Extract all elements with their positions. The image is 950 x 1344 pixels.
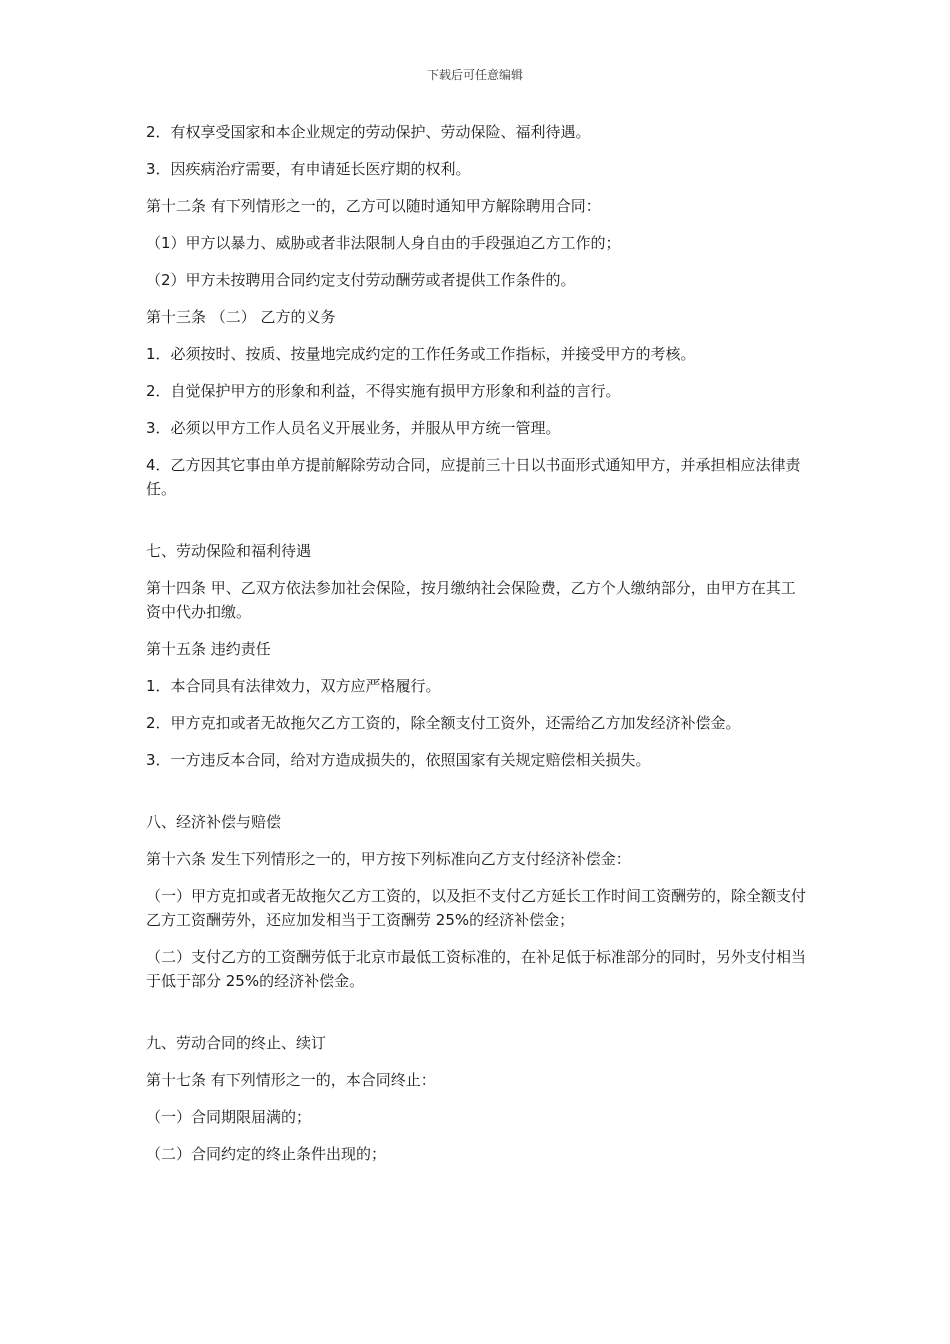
paragraph: 1．必须按时、按质、按量地完成约定的工作任务或工作指标，并接受甲方的考核。 xyxy=(146,345,696,363)
paragraph: 第十六条 发生下列情形之一的，甲方按下列标准向乙方支付经济补偿金： xyxy=(146,850,631,868)
paragraph: （二）合同约定的终止条件出现的； xyxy=(146,1145,387,1163)
paragraph: 第十四条 甲、乙双方依法参加社会保险，按月缴纳社会保险费，乙方个人缴纳部分，由甲方在其工资中代办扣缴。 xyxy=(146,579,796,621)
document-body xyxy=(146,120,808,1179)
paragraph: （一）甲方克扣或者无故拖欠乙方工资的，以及拒不支付乙方延长工作时间工资酬劳的，除全额支付乙方工资酬劳外，还应加发相当于工资酬劳 25%的经济补偿金； xyxy=(146,887,807,929)
paragraph: 3．必须以甲方工作人员名义开展业务，并服从甲方统一管理。 xyxy=(146,419,561,437)
paragraph: 第十三条 （二） 乙方的义务 xyxy=(146,308,336,326)
paragraph: 3．一方违反本合同，给对方造成损失的，依照国家有关规定赔偿相关损失。 xyxy=(146,751,651,769)
paragraph: 1．本合同具有法律效力，双方应严格履行。 xyxy=(146,677,441,695)
paragraph: 3．因疾病治疗需要，有申请延长医疗期的权利。 xyxy=(146,160,471,178)
paragraph: （1）甲方以暴力、威胁或者非法限制人身自由的手段强迫乙方工作的； xyxy=(146,234,621,252)
paragraph: 2．甲方克扣或者无故拖欠乙方工资的，除全额支付工资外，还需给乙方加发经济补偿金。 xyxy=(146,714,741,732)
paragraph: （二）支付乙方的工资酬劳低于北京市最低工资标准的，在补足低于标准部分的同时，另外支付相当于低于部分 25%的经济补偿金。 xyxy=(146,948,807,990)
paragraph: 2．自觉保护甲方的形象和利益，不得实施有损甲方形象和利益的言行。 xyxy=(146,382,621,400)
page-header: 下载后可任意编辑 xyxy=(426,68,523,82)
paragraph: （2）甲方未按聘用合同约定支付劳动酬劳或者提供工作条件的。 xyxy=(146,271,576,289)
paragraph: 4．乙方因其它事由单方提前解除劳动合同，应提前三十日以书面形式通知甲方，并承担相应法律责任。 xyxy=(146,456,801,498)
section-heading: 九、劳动合同的终止、续订 xyxy=(146,1034,327,1052)
section-heading: 七、劳动保险和福利待遇 xyxy=(146,542,312,560)
section-heading: 八、经济补偿与赔偿 xyxy=(146,813,282,831)
paragraph: 第十二条 有下列情形之一的，乙方可以随时通知甲方解除聘用合同： xyxy=(146,197,601,215)
paragraph: （一）合同期限届满的； xyxy=(146,1108,312,1126)
paragraph: 2．有权享受国家和本企业规定的劳动保护、劳动保险、福利待遇。 xyxy=(146,123,591,141)
paragraph: 第十七条 有下列情形之一的，本合同终止： xyxy=(146,1071,436,1089)
paragraph: 第十五条 违约责任 xyxy=(146,640,271,658)
